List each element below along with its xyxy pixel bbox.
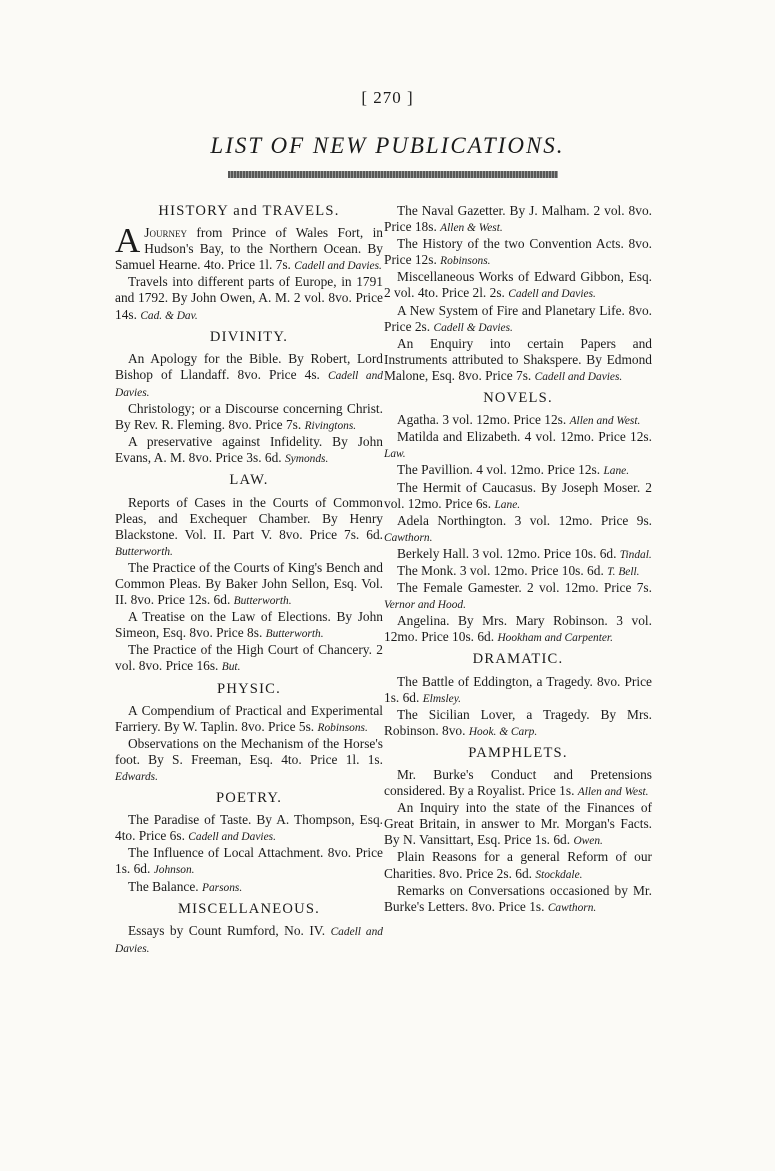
entry-publisher: Butterworth. — [265, 628, 324, 641]
entry-publisher: Cadell and Davies. — [294, 260, 382, 273]
entry-description: An Enquiry into certain Papers and Instruments attributed to Shakspere. By Edmond Malone, Esq. 8vo. Price 7s. — [384, 335, 652, 383]
entry-description: The Hermit of Caucasus. By Joseph Moser. 2 vol. 12mo. Price 6s. — [384, 479, 652, 511]
publication-entry — [115, 609, 383, 642]
entry-publisher: Lane. — [494, 498, 521, 511]
entry-description: The Influence of Local Attachment. 8vo. Price 1s. 6d. — [115, 845, 383, 877]
publication-entry — [384, 546, 652, 563]
entry-publisher: Cad. & Dav. — [140, 309, 198, 322]
entry-description: from Prince of Wales Fort, in Hudson's Bay, to the Northern Ocean. By Samuel Hearne. 4to. Price 1l. 7s. — [115, 225, 383, 273]
entry-publisher: Stockdale. — [535, 868, 583, 881]
entry-publisher: Cadell and Davies. — [115, 925, 384, 955]
entry-publisher: Cadell and Davies. — [188, 831, 276, 844]
entry-description: Agatha. 3 vol. 12mo. Price 12s. — [397, 412, 570, 428]
publication-entry — [384, 412, 652, 429]
entry-publisher: Symonds. — [284, 453, 329, 466]
entry-lead-word: Journey — [144, 225, 187, 241]
entry-description: Travels into different parts of Europe, in 1791 and 1792. By John Owen, A. M. 2 vol. 8vo. Price 14s. — [115, 274, 383, 322]
entry-description: An Apology for the Bible. By Robert, Lord Bishop of Llandaff. 8vo. Price 4s. — [115, 350, 383, 382]
publication-entry — [384, 429, 652, 462]
publication-entry — [384, 462, 652, 479]
section-heading: DIVINITY. — [209, 328, 289, 345]
entry-publisher: Butterworth. — [233, 595, 292, 608]
page-title: LIST OF NEW PUBLICATIONS. — [210, 133, 565, 158]
entry-publisher: Owen. — [573, 835, 603, 848]
entry-description: The Battle of Eddington, a Tragedy. 8vo. Price 1s. 6d. — [384, 673, 652, 705]
entry-publisher: Tindal. — [619, 548, 652, 561]
entry-publisher: Rivingtons. — [304, 420, 357, 433]
entry-description: Angelina. By Mrs. Mary Robinson. 3 vol. 12mo. Price 10s. 6d. — [384, 613, 652, 645]
publication-entry — [115, 642, 383, 675]
entry-description: Plain Reasons for a general Reform of our Charities. 8vo. Price 2s. 6d. — [384, 849, 652, 881]
page-number: [ 270 ] — [361, 88, 414, 107]
publication-entry — [115, 736, 383, 785]
publication-entry — [384, 707, 652, 740]
entry-publisher: Allen and West. — [577, 786, 649, 799]
entry-description: Observations on the Mechanism of the Horse's foot. By S. Freeman, Esq. 4to. Price 1l. 1s. — [115, 735, 383, 767]
publication-entry — [115, 923, 383, 957]
publication-entry — [115, 274, 383, 323]
entry-description: A preservative against Infidelity. By John Evans, A. M. 8vo. Price 3s. 6d. — [115, 434, 383, 466]
entry-publisher: Cadell and Davies. — [534, 370, 623, 383]
section-heading: NOVELS. — [483, 390, 553, 407]
section-heading: HISTORY and TRAVELS. — [158, 203, 340, 219]
publication-entry — [384, 580, 652, 613]
entry-publisher: Johnson. — [153, 864, 195, 877]
entry-description: A Treatise on the Law of Elections. By John Simeon, Esq. 8vo. Price 8s. — [115, 609, 383, 641]
publication-entry — [384, 336, 652, 385]
section-heading: PHYSIC. — [217, 680, 281, 697]
entry-description: The Female Gamester. 2 vol. 12mo. Price 7s. — [397, 580, 652, 596]
section-heading: PAMPHLETS. — [468, 744, 568, 761]
entry-description: Reports of Cases in the Courts of Common Pleas, and Exchequer Chamber. By Henry Blackstone. Vol. II. Part V. 8vo. Price 7s. 6d. — [115, 494, 383, 542]
entry-description: Adela Northington. 3 vol. 12mo. Price 9s. — [397, 512, 652, 528]
publication-entry — [115, 845, 383, 878]
entry-publisher: Lane. — [603, 465, 630, 478]
entry-description: Matilda and Elizabeth. 4 vol. 12mo. Price 12s. — [397, 429, 652, 445]
entry-publisher: Law. — [384, 448, 406, 461]
entry-publisher: T. Bell. — [607, 565, 640, 578]
entry-description: An Inquiry into the state of the Finances of Great Britain, in answer to Mr. Morgan's Facts. By N. Vansittart, Esq. Price 1s. 6d. — [384, 800, 652, 848]
entry-description: Miscellaneous Works of Edward Gibbon, Esq. 2 vol. 4to. Price 2l. 2s. — [384, 269, 652, 301]
entry-publisher: Parsons. — [201, 881, 243, 894]
entry-publisher: Hook. & Carp. — [468, 725, 538, 738]
publication-entry — [384, 613, 652, 646]
entry-publisher: Cawthorn. — [384, 531, 433, 544]
publication-entry — [115, 812, 383, 845]
publication-entry — [384, 883, 652, 916]
publication-entry — [115, 879, 383, 896]
drop-cap: A — [115, 221, 141, 261]
publication-entry — [115, 703, 383, 736]
section-heading: POETRY. — [215, 790, 283, 807]
entry-publisher: Edwards. — [115, 771, 158, 783]
entry-description: A Compendium of Practical and Experimental Farriery. By W. Taplin. 8vo. Price 5s. — [115, 702, 383, 734]
entry-description: The Pavillion. 4 vol. 12mo. Price 12s. — [397, 462, 604, 478]
publication-entry — [384, 480, 652, 513]
entry-publisher: Cadell and Davies. — [508, 288, 596, 301]
entry-description: The Naval Gazetter. By J. Malham. 2 vol. 8vo. Price 18s. — [384, 203, 652, 235]
entry-publisher: Robinsons. — [440, 255, 491, 268]
publication-entry — [384, 269, 652, 302]
publication-entry — [115, 560, 383, 609]
publication-entry — [115, 221, 383, 274]
entry-publisher: Butterworth. — [115, 545, 173, 558]
entry-description: The Practice of the Courts of King's Bench and Common Pleas. By Baker John Sellon, Esq. Vol. II. 8vo. Price 12s. 6d. — [115, 559, 383, 608]
publication-entry — [384, 203, 652, 236]
entry-publisher: Cawthorn. — [547, 901, 597, 914]
publication-entry — [384, 563, 652, 580]
publication-entry — [384, 849, 652, 882]
entry-description: Mr. Burke's Conduct and Pretensions considered. By a Royalist. Price 1s. — [384, 767, 652, 799]
publication-entry — [384, 303, 652, 336]
entry-description: The Sicilian Lover, a Tragedy. By Mrs. Robinson. 8vo. — [384, 706, 652, 738]
publication-entry — [384, 674, 652, 707]
publication-entry — [115, 434, 383, 467]
entry-publisher: Allen & West. — [440, 222, 503, 235]
entry-publisher: Vernor and Hood. — [384, 599, 466, 612]
entry-description: Berkely Hall. 3 vol. 12mo. Price 10s. 6d. — [397, 545, 620, 561]
section-heading: MISCELLANEOUS. — [177, 900, 321, 917]
entry-description: Remarks on Conversations occasioned by Mr. Burke's Letters. 8vo. Price 1s. — [384, 882, 652, 914]
entry-description: The History of the two Convention Acts. 8vo. Price 12s. — [384, 236, 652, 268]
entry-description: The Balance. — [128, 878, 202, 894]
entry-publisher: Cadell & Davies. — [433, 321, 513, 334]
publication-entry — [384, 767, 652, 800]
section-heading: LAW. — [229, 472, 269, 489]
entry-description: A New System of Fire and Planetary Life. 8vo. Price 2s. — [384, 302, 652, 334]
entry-publisher: But. — [221, 661, 241, 674]
right-column — [384, 203, 652, 916]
title-rule — [228, 171, 558, 178]
entry-description: The Practice of the High Court of Chancery. 2 vol. 8vo. Price 16s. — [115, 642, 383, 674]
publication-entry — [115, 351, 383, 401]
entry-publisher: Elmsley. — [422, 692, 461, 705]
entry-description: Essays by Count Rumford, No. IV. — [128, 922, 331, 938]
publication-entry — [115, 401, 383, 434]
entry-publisher: Allen and West. — [569, 415, 641, 428]
publication-entry — [115, 495, 383, 560]
entry-description: The Paradise of Taste. By A. Thompson, Esq. 4to. Price 6s. — [115, 812, 383, 844]
publication-entry — [384, 513, 652, 546]
entry-publisher: Robinsons. — [317, 721, 368, 734]
left-column — [115, 203, 383, 957]
entry-description: The Monk. 3 vol. 12mo. Price 10s. 6d. — [397, 562, 608, 578]
entry-publisher: Cadell and Davies. — [115, 369, 384, 399]
entry-description: Christology; or a Discourse concerning Christ. By Rev. R. Fleming. 8vo. Price 7s. — [115, 401, 383, 433]
section-heading: DRAMATIC. — [472, 651, 564, 668]
publication-entry — [384, 236, 652, 269]
entry-publisher: Hookham and Carpenter. — [497, 632, 613, 645]
publication-entry — [384, 800, 652, 849]
